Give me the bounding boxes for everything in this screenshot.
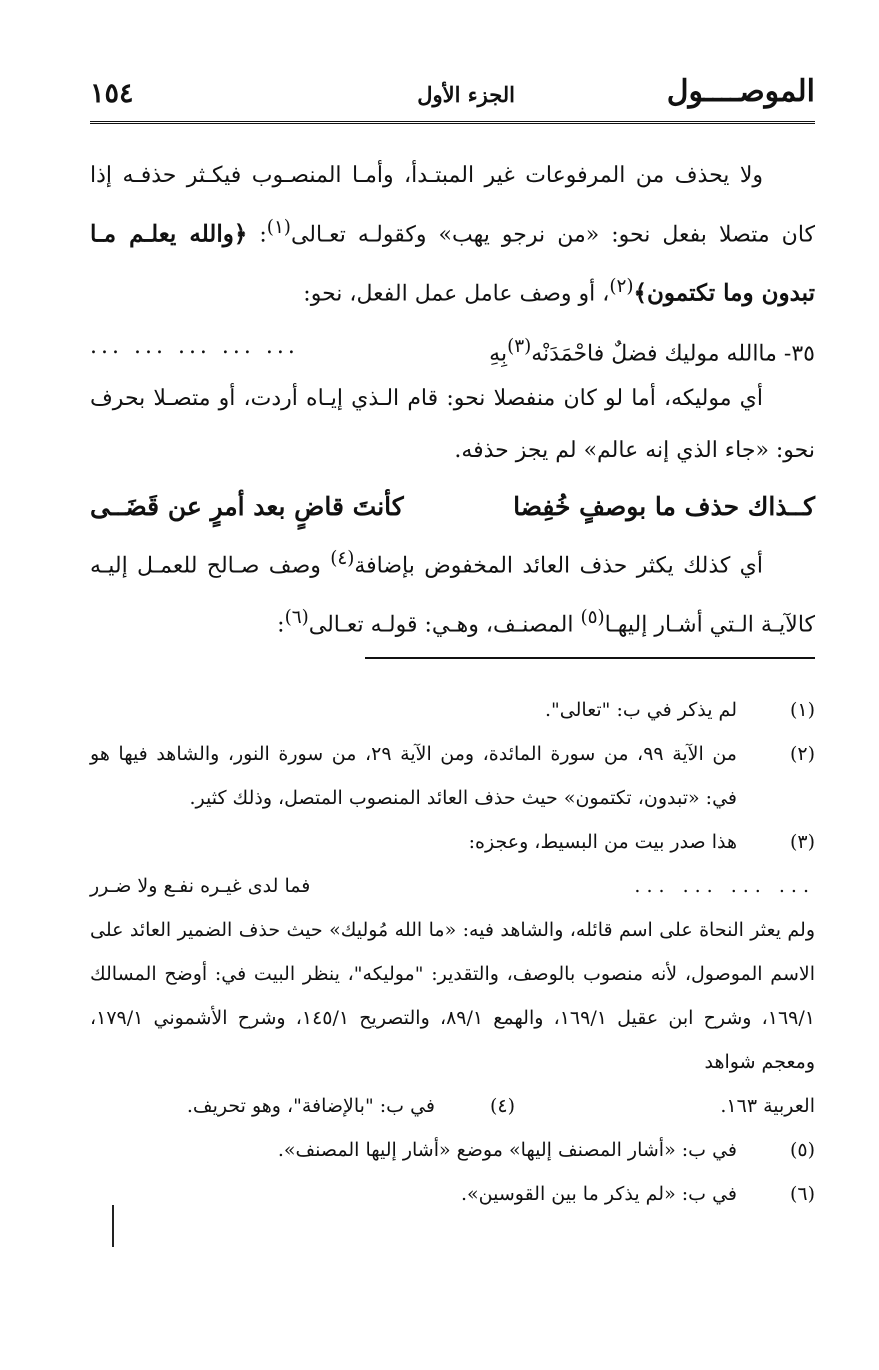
paragraph-text: ، أو وصف عامل عمل الفعل، نحو: bbox=[303, 281, 610, 307]
footnote-text: في ب: «لم يذكر ما بين القوسين». bbox=[460, 1183, 737, 1205]
poem-ellipsis: ... ... ... ... bbox=[634, 875, 815, 897]
page-header bbox=[90, 72, 815, 122]
footnote-poem-line bbox=[90, 864, 815, 908]
footnote-text: في ب: "بالإضافة"، وهو تحريف. bbox=[186, 1095, 435, 1117]
poem-hemistich: فما لدى غيـره نفـع ولا ضـرر bbox=[90, 875, 311, 897]
footnote-ref: (٤) bbox=[330, 547, 355, 569]
quran-quote: ﴿والله يعلـم مـا تبدون وما تكتمون﴾ bbox=[90, 220, 815, 307]
paragraph-text: : bbox=[247, 222, 267, 248]
footnote-text: في ب: «أشار المصنف إليها» موضع «أشار إليها المصنف». bbox=[277, 1139, 737, 1161]
page-number: ١٥٤ bbox=[90, 78, 134, 109]
footnote-rule bbox=[365, 657, 815, 659]
footnote-number: (٣) bbox=[789, 831, 815, 853]
verse-line bbox=[90, 321, 815, 373]
footnote-2 bbox=[90, 732, 815, 820]
footnote-3-continued: ولم يعثر النحاة على اسم قائله، والشاهد فيه: «ما الله مُوليك» حيث حذف الضمير العائد على الاسم الموصول، لأنه منصوب بالوصف، والتقدير: "موليكه"، ينظر البيت في: أوضح المسالك ١٦٩/١، وشرح ابن عقيل ١٦٩/١، والهمع ٨٩/١، والتصريح ١٤٥/١، وشرح الأشموني ١٧٩/١، ومعجم شواهد bbox=[90, 919, 815, 1073]
footnote-number: (٤) bbox=[489, 1095, 515, 1117]
verse-ellipsis: ... ... ... ... ... bbox=[90, 333, 299, 359]
footnote-ref: (٥) bbox=[580, 606, 605, 628]
footnote-text: من الآية ٩٩، من سورة المائدة، ومن الآية ٢٩، من سورة النور، والشاهد فيها هو في: «تبدون، تكتمون» حيث حذف العائد المنصوب المتصل، وذلك كثير. bbox=[90, 743, 737, 809]
paragraph-text: المصنـف، وهـي: قولـه تعـالى bbox=[308, 612, 581, 638]
margin-mark bbox=[112, 1205, 114, 1247]
paragraph-text: : bbox=[277, 612, 285, 638]
footnote-ref: (١) bbox=[266, 217, 291, 238]
part-label: الجزء الأول bbox=[417, 82, 515, 107]
paragraph-text: وصف صـالح للعمـل إليـه كالآيـة الـتي أشـار إليهـا bbox=[90, 552, 815, 638]
paragraph-text: أي كذلك يكثر حذف العائد المخفوض بإضافة bbox=[354, 552, 763, 578]
verse-first-hemistich: كــذاك حذف ما بوصفٍ خُفِضا bbox=[513, 491, 815, 521]
paragraph-1 bbox=[90, 150, 815, 321]
footnote-number: (٦) bbox=[789, 1183, 815, 1205]
footnote-ref: (٦) bbox=[284, 606, 309, 628]
footnote-text: هذا صدر بيت من البسيط، وعجزه: bbox=[468, 831, 737, 853]
footnote-ref: (٢) bbox=[609, 276, 634, 298]
footnote-3-end-and-4 bbox=[90, 1084, 815, 1128]
footnote-number: (٢) bbox=[789, 743, 815, 765]
paragraph-text: ولا يحذف من المرفوعات غير المبتـدأ، وأمـا المنصـوب فيكـثر حذفـه إذا كان متصلا بفعل نحو: «من نرجو يهب» وكقولـه تعـالى bbox=[90, 163, 816, 248]
verse-text-main: ٣٥- ماالله موليك فضلٌ فاحْمَدَنْه bbox=[531, 340, 815, 366]
chapter-title: الموصــــول bbox=[666, 74, 815, 109]
footnote-1 bbox=[90, 688, 815, 732]
alfiya-verse bbox=[90, 477, 815, 533]
footnote-text: العربية ١٦٣. bbox=[720, 1095, 815, 1117]
paragraph-2: أي موليكه، أما لو كان منفصلا نحو: قام الـذي إيـاه أردت، أو متصـلا بحرف نحو: «جاء الذي إنه عالم» لم يجز حذفه. bbox=[90, 385, 815, 463]
header-rule bbox=[90, 121, 815, 124]
verse-text-end: بِهِ bbox=[489, 340, 508, 366]
main-text bbox=[90, 150, 815, 651]
verse-text bbox=[489, 321, 815, 380]
footnote-ref: (٣) bbox=[507, 335, 532, 357]
footnote-text: لم يذكر في ب: "تعالى". bbox=[545, 699, 737, 721]
verse-second-hemistich: كأنتَ قاضٍ بعد أمرٍ عن قَضَــى bbox=[90, 491, 404, 521]
footnote-6 bbox=[90, 1172, 815, 1216]
footnote-5 bbox=[90, 1128, 815, 1172]
footnote-number: (٥) bbox=[789, 1139, 815, 1161]
footnotes bbox=[90, 688, 815, 1216]
paragraph-3 bbox=[90, 533, 815, 652]
footnote-number: (١) bbox=[789, 699, 815, 721]
footnote-3 bbox=[90, 820, 815, 864]
